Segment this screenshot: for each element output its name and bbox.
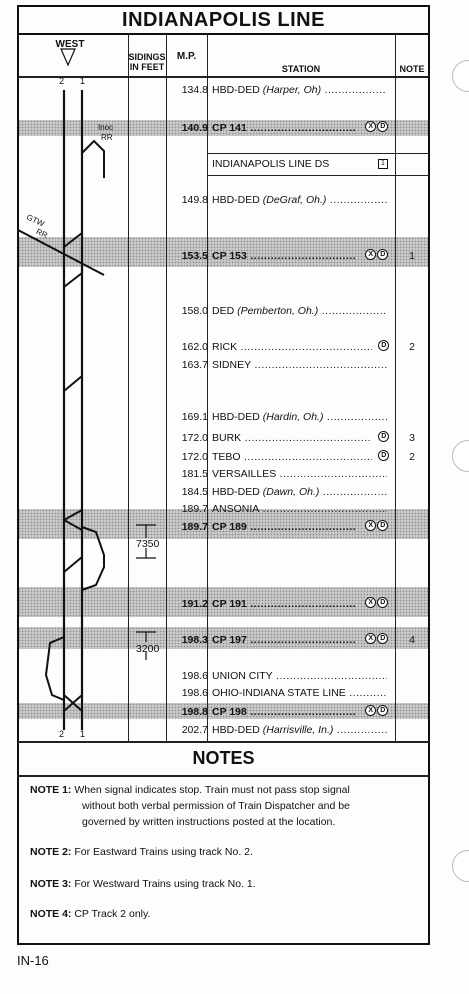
mp-value: 163.7 [181,359,208,371]
mp-value: 189.7 [181,503,208,515]
track-number-1-top: 1 [80,76,86,86]
note-1 [30,782,415,830]
note-3 [30,876,415,892]
punch-hole [452,440,469,472]
station-name: HBD-DED (Hardin, Oh.) ..... [212,411,387,423]
mp-value: 202.7 [181,724,208,736]
west-arrow-icon [61,49,75,65]
mp-value: 158.0 [181,305,208,317]
dispatcher-signal-icon: D [378,450,389,461]
crossover-sidney [64,376,82,391]
absolute-signal-icon: X [365,597,376,608]
station-name: CP 153 ..... [212,250,357,262]
signal-icons [364,633,388,644]
note-label: NOTE 1: [30,784,72,796]
gtw-rr-label: RR [34,226,49,241]
note-label: NOTE 4: [30,908,72,920]
notes-title: NOTES [192,748,255,768]
station-name: HBD-DED (Harrisville, In.) ..... [212,724,387,736]
note-number: 2 [409,341,415,353]
dispatcher-signal-icon: D [378,340,389,351]
sidings-header: SIDINGS [128,52,166,62]
station-name: SIDNEY ..... [212,359,387,371]
station-name: OHIO-INDIANA STATE LINE ..... [212,687,387,699]
siding-length-7350: 7350 [136,538,160,550]
signal-icons [364,705,388,716]
station-name: HBD-DED (DeGraf, Oh.) ..... [212,194,387,206]
column-rule-sidings [166,35,167,741]
ds-rule-top [207,153,429,154]
signal-icons [377,340,389,351]
station-name: CP 191 ..... [212,598,357,610]
mp-value: 169.1 [181,411,208,423]
station-name: CP 189 ..... [212,521,357,533]
note-text: For Eastward Trains using track No. 2. [74,846,253,858]
absolute-signal-icon: X [365,633,376,644]
crossover-cp189-a [64,510,82,520]
station-name: CP 198 ..... [212,706,357,718]
station-name: INDIANAPOLIS LINE DS [212,158,330,170]
mp-value: 198.3 [181,634,208,646]
note-2 [30,844,415,860]
crossover-cp189-b [64,520,82,530]
dispatcher-signal-icon: D [378,431,389,442]
station-name: UNION CITY ..... [212,670,387,682]
note-number: 4 [409,634,415,646]
signal-icons [364,121,388,132]
mp-value: 181.5 [181,468,208,480]
signal-icons [377,450,389,461]
gtw-rr-crossing [18,230,104,275]
track-number-2-bottom: 2 [59,729,65,739]
mp-value: 172.0 [181,432,208,444]
gtw-label: GTW [24,212,46,229]
mp-value: 153.5 [181,250,208,262]
west-label: WEST [55,39,85,50]
mp-value: 172.0 [181,451,208,463]
siding-length-3200: 3200 [136,643,160,655]
absolute-signal-icon: X [365,705,376,716]
dispatcher-signal-icon: D [377,705,388,716]
dispatcher-signal-icon: D [377,249,388,260]
note-label: NOTE 2: [30,846,72,858]
note-number: 2 [409,451,415,463]
inoc-rr-branch [82,141,104,178]
column-rule-station [395,35,396,741]
station-name: CP 197 ..... [212,634,357,646]
inoc-label: Inoc [98,123,114,132]
mp-value: 184.5 [181,486,208,498]
page-number: IN-16 [17,953,49,968]
track-number-1-bottom: 1 [80,729,86,739]
signal-icons [364,520,388,531]
signal-icons [377,431,389,442]
station-name: VERSAILLES ..... [212,468,387,480]
dispatcher-signal-icon: D [377,633,388,644]
mp-value: 149.8 [181,194,208,206]
note-text: For Westward Trains using track No. 1. [74,878,256,890]
absolute-signal-icon: X [365,249,376,260]
mp-value: 140.9 [181,122,208,134]
ds-box: 1 [378,159,388,169]
punch-hole [452,60,469,92]
siding-7350-track [82,527,104,590]
siding-3200-track [46,637,64,700]
note-text: CP Track 2 only. [74,908,151,920]
notes-rule [18,775,429,777]
mp-value: 189.7 [181,521,208,533]
absolute-signal-icon: X [365,520,376,531]
note-text-continued: governed by written instructions posted at the location. [82,816,336,828]
station-name: CP 141 ..... [212,122,357,134]
note-header: NOTE [399,64,425,74]
note-number: 1 [409,250,415,262]
table-bottom-rule [18,741,429,743]
mp-value: 198.6 [181,687,208,699]
mp-value: 162.0 [181,341,208,353]
station-name: RICK ..... [212,341,372,353]
signal-icons [364,249,388,260]
station-name: BURK ..... [212,432,372,444]
station-name: ANSONIA ..... [212,503,387,515]
track-number-2-top: 2 [59,76,65,86]
mp-value: 198.6 [181,670,208,682]
station-header: STATION [281,64,321,74]
note-label: NOTE 3: [30,878,72,890]
note-text: When signal indicates stop. Train must not pass stop signal [74,784,350,796]
dispatcher-signal-icon: D [377,121,388,132]
station-name: TEBO ..... [212,451,372,463]
punch-hole [452,850,469,882]
signal-icons [364,597,388,608]
station-name: DED (Pemberton, Oh.) ..... [212,305,387,317]
note-number: 3 [409,432,415,444]
note-text-continued: without both verbal permission of Train Dispatcher and be [82,800,350,812]
absolute-signal-icon: X [365,121,376,132]
dispatcher-signal-icon: D [377,597,388,608]
mp-value: 191.2 [181,598,208,610]
crossover-cp153-b [64,273,82,287]
crossover-cp191 [64,557,82,572]
inoc-rr-label: RR [101,133,113,142]
dispatcher-signal-icon: D [377,520,388,531]
crossover-cp153-a [64,233,82,247]
mp-value: 198.8 [181,706,208,718]
note-4 [30,906,415,922]
mp-header: M.P. [176,51,197,62]
in-feet-header: IN FEET [129,62,165,72]
station-name: HBD-DED (Harper, Oh) ..... [212,84,387,96]
ds-rule-bottom [207,175,429,176]
station-name: HBD-DED (Dawn, Oh.) ..... [212,486,387,498]
mp-value: 134.8 [181,84,208,96]
page-title: INDIANAPOLIS LINE [17,5,430,35]
